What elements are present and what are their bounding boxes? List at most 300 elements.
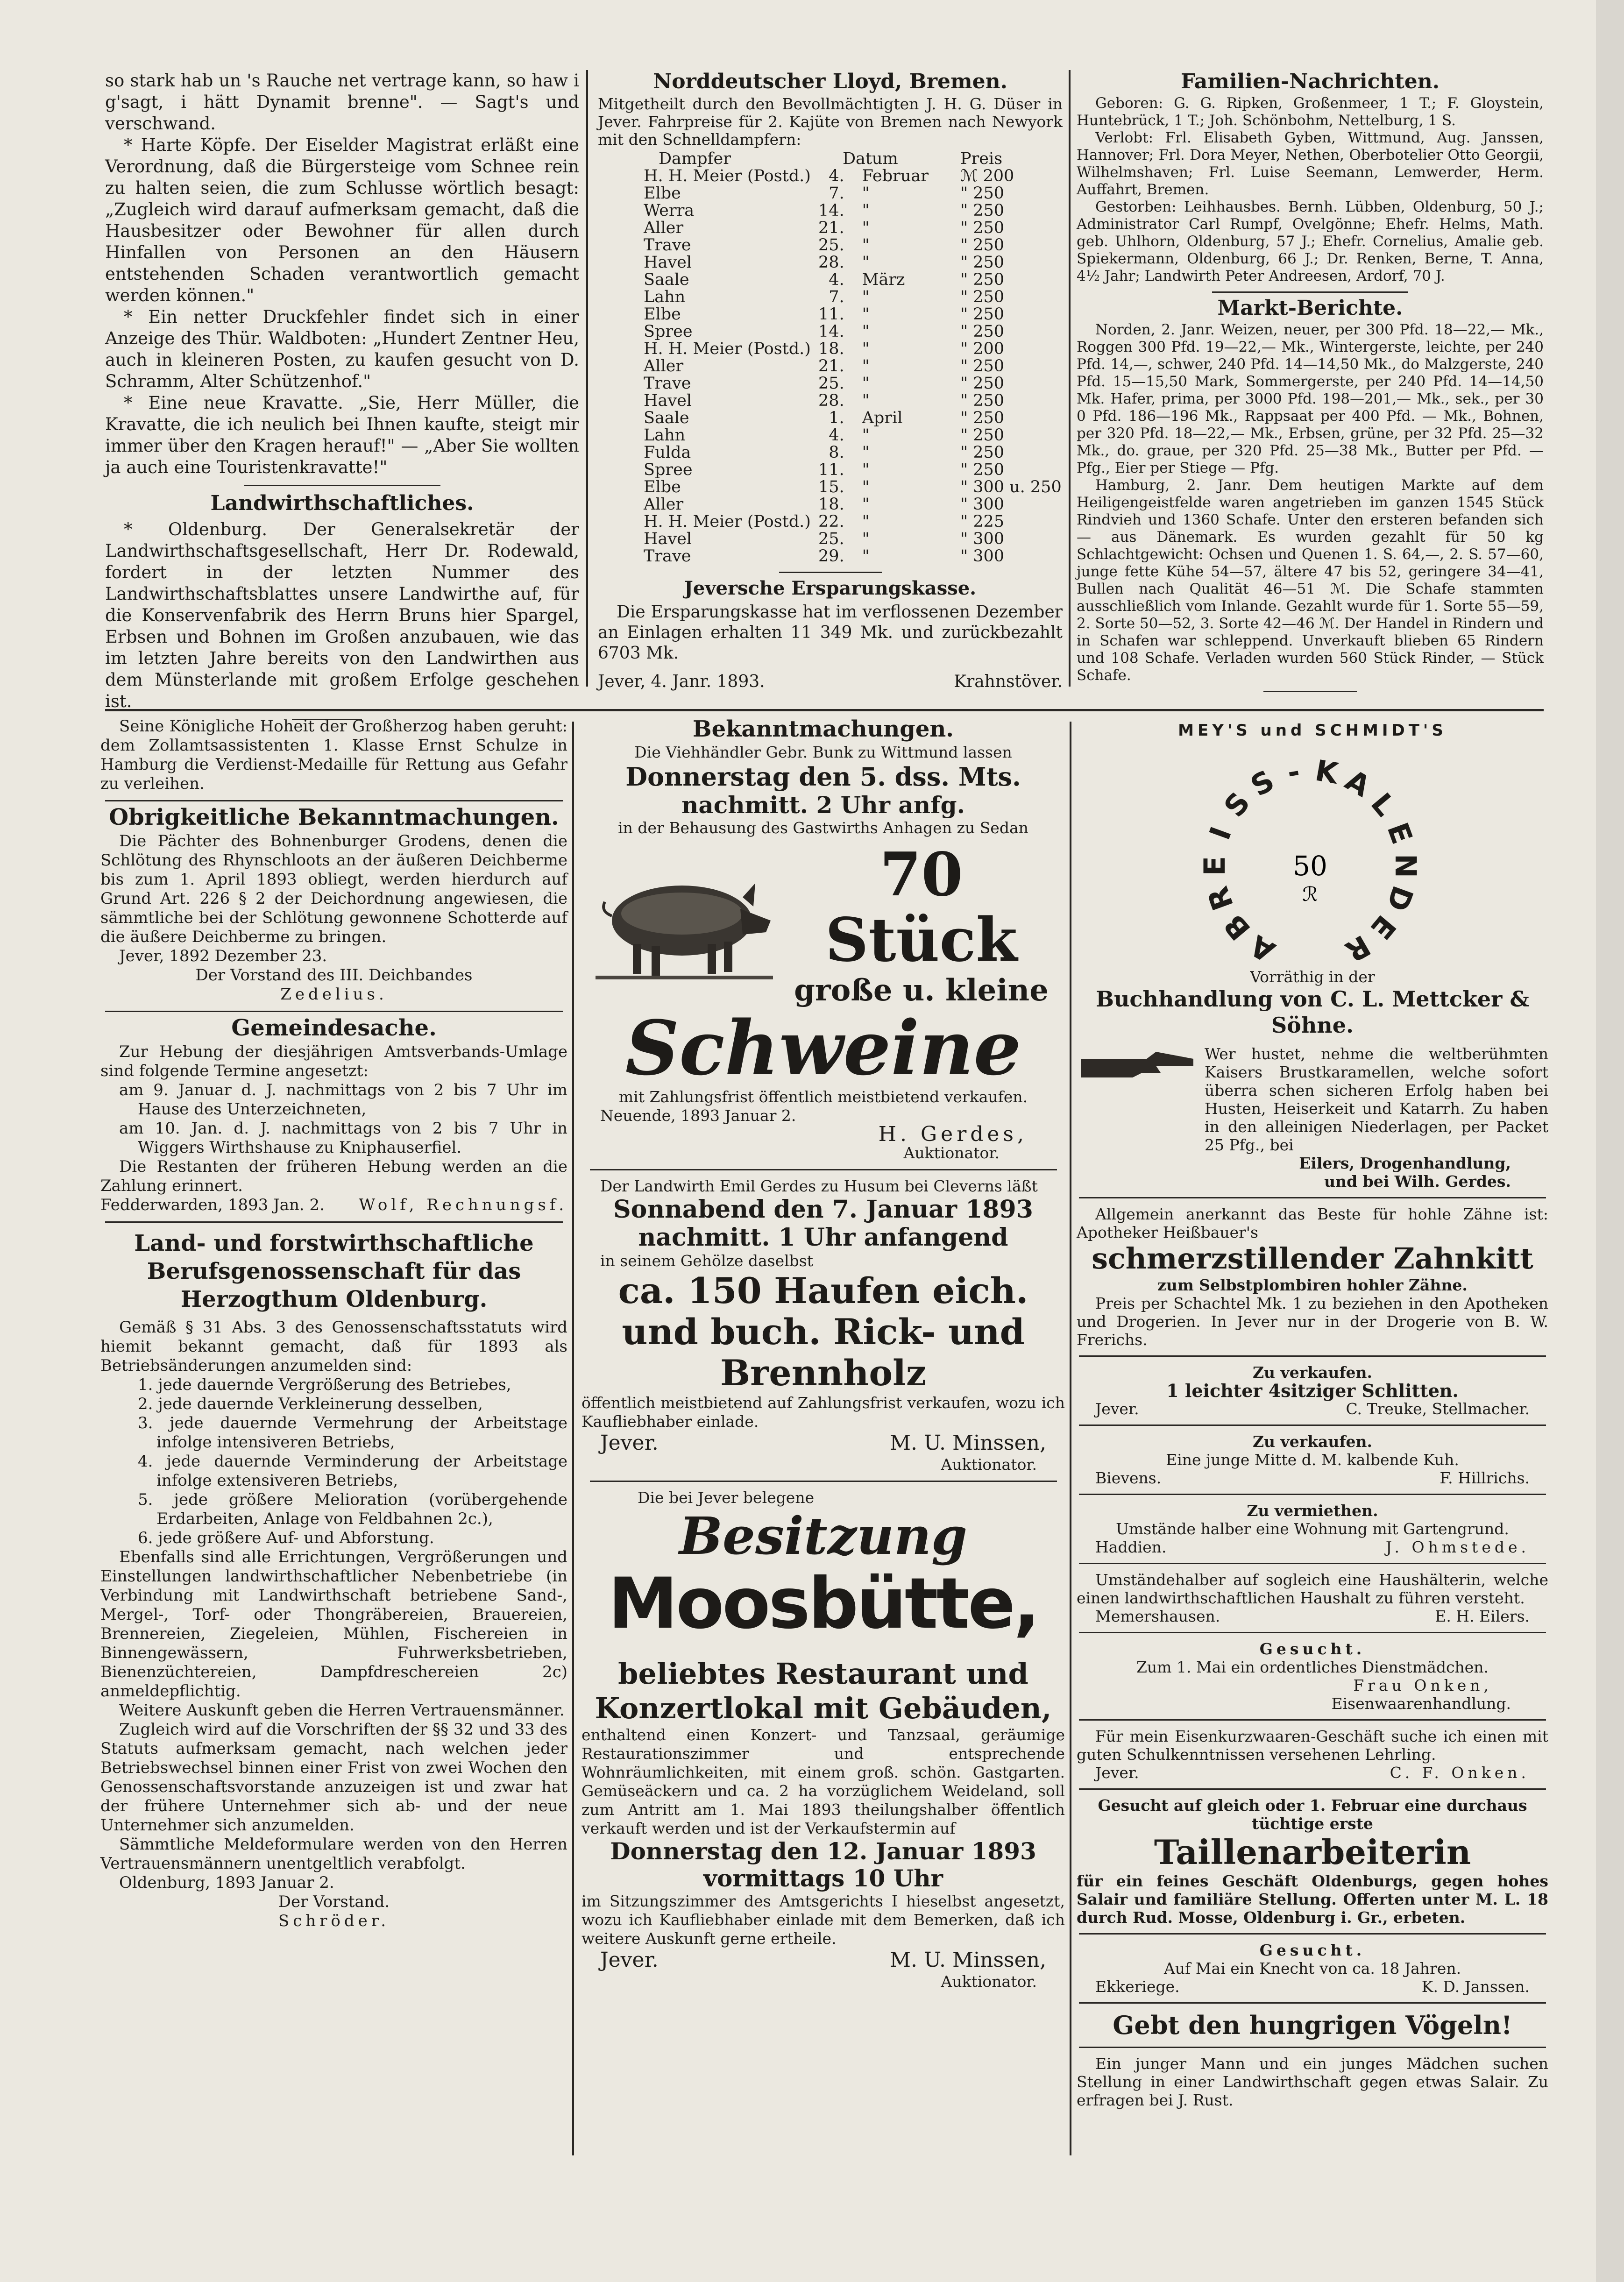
month-cell: " bbox=[862, 236, 870, 255]
table-row bbox=[640, 340, 1065, 358]
place-date: Fedderwarden, 1893 Jan. 2. bbox=[100, 1196, 325, 1214]
place-date: Neuende, 1893 Januar 2. bbox=[600, 1106, 796, 1125]
signature: Der Vorstand. bbox=[278, 1892, 390, 1911]
ad-line: 1 leichter 4sitziger Schlitten. bbox=[1166, 1380, 1459, 1401]
month-cell: " bbox=[862, 288, 870, 306]
pig-ad-block bbox=[582, 842, 1065, 1008]
text-paragraph: * Ein netter Druckfehler findet sich in einer Anzeige des Thür. Waldboten: „Hundert Zentner Heu, auch in kleineren Posten, zu kaufen gesucht von D. Schramm, Alter Schützenhof." bbox=[105, 307, 579, 391]
ad-line: Auf Mai ein Knecht von ca. 18 Jahren. bbox=[1163, 1959, 1461, 1977]
signature-role: Eisenwaarenhandlung. bbox=[1331, 1694, 1511, 1713]
price-cell: " 200 bbox=[960, 340, 1004, 358]
text-paragraph: Mitgetheilt durch den Bevollmächtigten J. H. G. Düser in Jever. Fahrpreise für 2. Kajüte von Bremen nach Newyork mit den Schnelldampfern: bbox=[598, 95, 1063, 149]
ad-headline: beliebtes Restaurant und bbox=[618, 1657, 1028, 1691]
signature-role: Auktionator. bbox=[941, 1455, 1037, 1474]
page-edge bbox=[1596, 0, 1624, 2282]
place: Jever. bbox=[1095, 1400, 1139, 1418]
ad-text: Umständehalber auf sogleich eine Haushälterin, welche einen landwirthschaftlichen Haushalt zu führen versteht. bbox=[1077, 1571, 1548, 1607]
day-cell: 18. bbox=[818, 495, 844, 514]
ship-cell: Saale bbox=[644, 409, 689, 427]
table-row bbox=[640, 185, 1065, 202]
price-cell: " 300 u. 250 bbox=[960, 478, 1062, 496]
text-paragraph: Zugleich wird auf die Vorschriften der §§ 32 und 33 des Statuts aufmerksam gemacht, nach welchen jeder Betriebswechsel binnen einer Frist von zwei Wochen den Genossenschaftsvorstande anzuzeigen ist und zwar hat der frühere Unternehmer sich ab- und der neue Unternehmer sich anzumelden. bbox=[100, 1720, 567, 1835]
signature-role: Auktionator. bbox=[903, 1144, 1000, 1162]
ad-line: Die Viehhändler Gebr. Bunk zu Wittmund lassen bbox=[634, 743, 1012, 761]
table-row bbox=[640, 254, 1065, 271]
section-heading: Landwirthschaftliches. bbox=[210, 491, 474, 515]
day-cell: 11. bbox=[818, 305, 844, 324]
ad-heading: Zu vermiethen. bbox=[1247, 1502, 1378, 1520]
divider bbox=[1079, 1494, 1546, 1495]
engagements: Verlobt: Frl. Elisabeth Gyben, Wittmund, Aug. Janssen, Hannover; Frl. Dora Meyer, Nethen, Oberbotelier Otto Georgii, Wilhelmshaven; Frl. Luise Seemann, Lemwerder, Herm. Auffahrt, Bremen. bbox=[1077, 129, 1544, 198]
calendar-letter: R bbox=[1200, 882, 1241, 915]
signature: M. U. Minssen, bbox=[889, 1948, 1046, 1972]
signature: F. Hillrichs. bbox=[1440, 1469, 1530, 1487]
header-cell: Preis bbox=[960, 149, 1003, 168]
signature: Zedelius. bbox=[280, 985, 388, 1004]
text-paragraph: * Oldenburg. Der Generalsekretär der Landwirthschaftsgesellschaft, Herr Dr. Rodewald, fordert in der letzten Nummer des Landwirthschaftsblattes unsere Landwirthe auf, für die Konservenfabrik des Herrn Bruns hier Spargel, Erbsen und Bohnen im Großen anzubauen, wie das im letzten Jahre bereits von den Landwirthen aus dem Münsterlande mit großem Erfolge geschehen ist. bbox=[105, 519, 579, 711]
calendar-letter: S bbox=[1217, 786, 1257, 824]
ad-line: Vorräthig in der bbox=[1250, 968, 1375, 986]
ship-cell: Havel bbox=[644, 253, 692, 272]
month-cell: April bbox=[862, 409, 903, 427]
place: Bievens. bbox=[1095, 1469, 1162, 1487]
signature-line bbox=[1077, 1607, 1548, 1625]
divider bbox=[779, 572, 882, 573]
signature: H. Gerdes, bbox=[878, 1122, 1028, 1146]
price-cell: " 300 bbox=[960, 495, 1004, 514]
place: Haddien. bbox=[1095, 1538, 1167, 1556]
ship-cell: H. H. Meier (Postd.) bbox=[644, 512, 811, 531]
ad-text: Preis per Schachtel Mk. 1 zu beziehen in den Apotheken und Drogerien. In Jever nur in der Drogerie von B. W. Frerichs. bbox=[1077, 1294, 1548, 1349]
price-cell: " 250 bbox=[960, 322, 1004, 341]
divider bbox=[1079, 1632, 1546, 1633]
divider bbox=[1263, 691, 1357, 692]
place: Memershausen. bbox=[1095, 1607, 1220, 1625]
ad-line: Eine junge Mitte d. M. kalbende Kuh. bbox=[1166, 1451, 1459, 1469]
month-cell: " bbox=[862, 201, 870, 220]
signature-line bbox=[1077, 1469, 1548, 1487]
ship-cell: Lahn bbox=[644, 288, 686, 306]
ad-headline: Buchhandlung von C. L. Mettcker & Söhne. bbox=[1096, 986, 1529, 1038]
ad-text: im Sitzungszimmer des Amtsgerichts I hieselbst angesetzt, wozu ich Kaufliebhaber einlade mit dem Bemerken, daß ich weitere Auskunft gerne ertheile. bbox=[582, 1892, 1065, 1948]
ship-cell: Spree bbox=[644, 322, 693, 341]
market-report-hamburg: Hamburg, 2. Janr. Dem heutigen Markte auf dem Heiligengeistfelde waren angetrieben im ganzen 1545 Stück Rindvieh und 1360 Schafe. Unter den ersteren befanden sich — aus Dänemark. Es wurden gezahlt für 50 kg Schlachtgewicht: Ochsen und Quenen 1. S. 64,—, 2. S. 57—60, junge fette Kühe 54—57, ältere 47 bis 52, geringere 34—41, Bullen nach Qualität 46—51 ℳ. Die Schafe stammten ausschließlich vom Inlande. Gezahlt wurde für 1. Sorte 55—59, 2. Sorte 50—52, 3. Sorte 42—46 ℳ. Der Handel in Rindern und in Schafen war schleppend. Unverkauft blieben 65 Rindern und 108 Schafe. Verladen wurden 560 Stück Rinder, — Stück Schafe. bbox=[1077, 477, 1544, 684]
deaths: Gestorben: Leihhausbes. Bernh. Lübben, Oldenburg, 50 J.; Administrator Carl Rumpf, Ovelgönne; Ehefr. Helms, Math. geb. Uhlhorn, Oldenburg, 57 J.; Ehefr. Cornelius, Amalie geb. Spiekermann, Oldenburg, 66 J.; Dr. Renken, Berne, T. Anna, 4½ Jahr; Landwirth Peter Andreesen, Ardorf, 70 J. bbox=[1077, 198, 1544, 284]
signature: C. Treuke, Stellmacher. bbox=[1346, 1400, 1530, 1418]
day-cell: 25. bbox=[818, 374, 844, 393]
ship-cell: Havel bbox=[644, 391, 692, 410]
pointing-hand-icon bbox=[1077, 1045, 1198, 1082]
column-rule bbox=[1069, 70, 1071, 687]
day-cell: 4. bbox=[829, 270, 844, 289]
lloyd-column bbox=[598, 70, 1063, 691]
table-row bbox=[640, 496, 1065, 513]
day-cell: 21. bbox=[818, 219, 844, 237]
calendar-prefix: ℛ bbox=[1302, 883, 1318, 906]
column-rule bbox=[586, 70, 588, 687]
month-cell: " bbox=[862, 391, 870, 410]
ship-cell: Havel bbox=[644, 530, 692, 548]
calendar-letter: S bbox=[1245, 763, 1280, 803]
ad-headline: Schweine bbox=[625, 1004, 1021, 1092]
day-cell: 28. bbox=[818, 253, 844, 272]
ad-time: nachmitt. 2 Uhr anfg. bbox=[681, 791, 965, 819]
day-cell: 14. bbox=[818, 201, 844, 220]
month-cell: " bbox=[862, 547, 870, 566]
table-row bbox=[640, 237, 1065, 254]
price-cell: " 250 bbox=[960, 374, 1004, 393]
ship-cell: Elbe bbox=[644, 305, 681, 324]
ad-date: Sonnabend den 7. Januar 1893 bbox=[613, 1195, 1033, 1224]
section-heading: Gemeindesache. bbox=[231, 1015, 437, 1041]
place-date: Oldenburg, 1893 Januar 2. bbox=[119, 1873, 334, 1892]
signature-line bbox=[582, 1948, 1065, 1972]
ad-text: für ein feines Geschäft Oldenburgs, gegen hohes Salair und familiäre Stellung. Offerten unter M. L. 18 durch Rud. Mosse, Oldenburg i. Gr., erbeten. bbox=[1077, 1872, 1548, 1927]
price-cell: " 250 bbox=[960, 253, 1004, 272]
ad-text: Für mein Eisenkurzwaaren-Geschäft suche ich einen mit guten Schulkenntnissen versehenen Lehrling. bbox=[1077, 1727, 1548, 1764]
ad-line: und bei Wilh. Gerdes. bbox=[1324, 1172, 1511, 1191]
pig-illustration bbox=[582, 865, 778, 986]
table-row bbox=[640, 479, 1065, 496]
table-row bbox=[640, 392, 1065, 410]
ad-line: Eilers, Drogenhandlung, bbox=[1299, 1154, 1511, 1172]
price-cell: " 250 bbox=[960, 270, 1004, 289]
ad-text: Wer hustet, nehme die weltberühmten Kaisers Brustkaramellen, welche sofort überra schen sicheren Erfolg haben bei Husten, Heiserkeit und Katarrh. Zu haben in den alleinigen Niederlagen, per Packet 25 Pfg., bei bbox=[1205, 1045, 1548, 1154]
month-cell: Februar bbox=[862, 167, 929, 185]
ad-text: enthaltend einen Konzert- und Tanzsaal, geräumige Restaurationszimmer und entsprechende Wohnräumlichkeiten, mit einem groß. schön. Gastgarten. Gemüseäckern und ca. 2 ha vorzüglichem Weideland, soll zum Antritt am 1. Mai 1893 theilungshalber öffentlich verkauft werden und ist der Verkaufstermin auf bbox=[582, 1726, 1065, 1837]
ad-heading: Zu verkaufen. bbox=[1252, 1432, 1373, 1451]
signature: Der Vorstand des III. Deichbandes bbox=[195, 966, 473, 985]
ad-headline: Taillenarbeiterin bbox=[1154, 1832, 1471, 1872]
table-row bbox=[640, 220, 1065, 237]
list-item: 4. jede dauernde Verminderung der Arbeitstage infolge extensiveren Betriebs, bbox=[138, 1452, 567, 1490]
month-cell: " bbox=[862, 495, 870, 514]
place-date: Jever, 1892 Dezember 23. bbox=[119, 947, 327, 965]
top-left-column bbox=[105, 70, 579, 727]
ship-cell: Fulda bbox=[644, 443, 691, 462]
ad-headline: Konzertlokal mit Gebäuden, bbox=[595, 1691, 1052, 1725]
text-paragraph: Gemäß § 31 Abs. 3 des Genossenschaftsstatuts wird hiemit bekannt gemacht, daß für 1893 als Betriebsänderungen anzumelden sind: bbox=[100, 1318, 567, 1375]
divider bbox=[590, 1169, 1057, 1170]
price-cell: " 250 bbox=[960, 461, 1004, 479]
day-cell: 7. bbox=[829, 184, 844, 203]
divider bbox=[1079, 1719, 1546, 1721]
husten-ad bbox=[1077, 1045, 1548, 1154]
family-column bbox=[1077, 70, 1544, 699]
ad-heading: Gesucht. bbox=[1259, 1640, 1366, 1658]
month-cell: " bbox=[862, 184, 870, 203]
ad-time: vormittags 10 Uhr bbox=[703, 1864, 943, 1892]
price-cell: " 250 bbox=[960, 184, 1004, 203]
table-row bbox=[640, 358, 1065, 375]
ad-headline: 70 Stück bbox=[825, 840, 1018, 975]
signature-line bbox=[1077, 1400, 1548, 1418]
ad-text: Ein junger Mann und ein junges Mädchen suchen Stellung in einer Landwirthschaft gegen etwas Salair. Zu erfragen bei J. Rust. bbox=[1077, 2055, 1548, 2109]
ad-line: Gesucht auf gleich oder 1. Februar eine durchaus tüchtige erste bbox=[1098, 1796, 1527, 1833]
price-cell: " 250 bbox=[960, 305, 1004, 324]
ship-cell: H. H. Meier (Postd.) bbox=[644, 340, 811, 358]
calendar-letter: N bbox=[1388, 854, 1423, 878]
divider bbox=[1079, 1355, 1546, 1357]
day-cell: 8. bbox=[829, 443, 844, 462]
text-paragraph: Zur Hebung der diesjährigen Amtsverbands-Umlage sind folgende Termine angesetzt: bbox=[100, 1042, 567, 1080]
table-row bbox=[640, 410, 1065, 427]
signature-line bbox=[598, 673, 1063, 691]
signature-line bbox=[1077, 1538, 1548, 1556]
ad-date: Donnerstag den 12. Januar 1893 bbox=[610, 1837, 1036, 1865]
text-paragraph: Weitere Auskunft geben die Herren Vertrauensmänner. bbox=[119, 1701, 565, 1720]
price-cell: " 250 bbox=[960, 426, 1004, 445]
day-cell: 4. bbox=[829, 426, 844, 445]
ad-headline: Brennholz bbox=[720, 1352, 927, 1394]
price-cell: " 250 bbox=[960, 391, 1004, 410]
day-cell: 21. bbox=[818, 357, 844, 376]
month-cell: " bbox=[862, 374, 870, 393]
signature-line bbox=[1077, 1764, 1548, 1782]
ad-headline: schmerzstillender Zahnkitt bbox=[1092, 1241, 1533, 1276]
ship-cell: Aller bbox=[644, 495, 684, 514]
calendar-letter: R bbox=[1340, 928, 1376, 964]
table-header bbox=[640, 150, 1065, 168]
divider bbox=[105, 1011, 563, 1012]
column-rule bbox=[1070, 722, 1071, 2155]
table-row bbox=[640, 548, 1065, 565]
day-cell: 18. bbox=[818, 340, 844, 358]
month-cell: " bbox=[862, 357, 870, 376]
lower-left-column bbox=[100, 717, 567, 1931]
text-paragraph: Die Pächter des Bohnenburger Grodens, denen die Schlötung des Rhynschloots an der äußeren Deichberme bis zum 1. April 1893 obliegt, werden hierdurch auf Grund Art. 226 § 2 der Deichordnung angewiesen, die sämmtliche bei der Schlötung gewonnene Schotterde auf die äußere Deichberme zu bringen. bbox=[100, 832, 567, 946]
ad-line: mit Zahlungsfrist öffentlich meistbietend verkaufen. bbox=[618, 1088, 1028, 1106]
calendar-letter: E bbox=[1380, 818, 1419, 849]
ship-cell: Elbe bbox=[644, 478, 681, 496]
section-heading: Obrigkeitliche Bekanntmachungen. bbox=[109, 804, 559, 830]
section-heading: Bekanntmachungen. bbox=[693, 716, 954, 742]
header-cell: Datum bbox=[842, 149, 898, 168]
day-cell: 11. bbox=[818, 461, 844, 479]
list-item: 2. jede dauernde Verkleinerung desselben, bbox=[138, 1395, 483, 1413]
signature-role: Auktionator. bbox=[941, 1972, 1037, 1991]
day-cell: 1. bbox=[829, 409, 844, 427]
text-paragraph: so stark hab un 's Rauche net vertrage kann, so haw i g'sagt, i hätt Dynamit brenne". — Sagt's und verschwand. bbox=[105, 71, 579, 134]
divider bbox=[1079, 1424, 1546, 1426]
lower-middle-column bbox=[582, 717, 1065, 1991]
divider bbox=[590, 1481, 1057, 1482]
month-cell: " bbox=[862, 253, 870, 272]
divider bbox=[1079, 1197, 1546, 1198]
month-cell: " bbox=[862, 530, 870, 548]
table-row bbox=[640, 444, 1065, 461]
ad-line: zum Selbstplombiren hohler Zähne. bbox=[1157, 1276, 1468, 1294]
table-row bbox=[640, 168, 1065, 185]
divider bbox=[1079, 1788, 1546, 1790]
table-row bbox=[640, 375, 1065, 392]
ad-heading: Zu verkaufen. bbox=[1252, 1363, 1373, 1382]
table-row bbox=[640, 289, 1065, 306]
ship-cell: Trave bbox=[644, 374, 691, 393]
ship-cell: Saale bbox=[644, 270, 689, 289]
price-cell: " 250 bbox=[960, 443, 1004, 462]
place: Jever. bbox=[1095, 1764, 1139, 1782]
ad-text: Allgemein anerkannt das Beste für hohle Zähne ist: Apotheker Heißbauer's bbox=[1077, 1205, 1548, 1241]
table-row bbox=[640, 306, 1065, 323]
price-cell: ℳ 200 bbox=[960, 167, 1014, 185]
column-rule bbox=[572, 722, 574, 2155]
day-cell: 22. bbox=[818, 512, 844, 531]
divider bbox=[1079, 2047, 1546, 2048]
price-cell: " 300 bbox=[960, 530, 1004, 548]
table-row bbox=[640, 461, 1065, 479]
ad-headline: und buch. Rick- und bbox=[622, 1311, 1025, 1353]
month-cell: " bbox=[862, 322, 870, 341]
divider bbox=[105, 1221, 563, 1223]
price-cell: " 250 bbox=[960, 236, 1004, 255]
price-cell: " 250 bbox=[960, 219, 1004, 237]
calendar-letter: E bbox=[1364, 908, 1403, 946]
text-paragraph: am 9. Januar d. J. nachmittags von 2 bis 7 Uhr im Hause des Unterzeichneten, bbox=[119, 1081, 567, 1119]
calendar-logo bbox=[1077, 740, 1544, 964]
signature: C. F. Onken. bbox=[1390, 1764, 1530, 1782]
divider bbox=[1079, 1563, 1546, 1564]
text-paragraph: Die Ersparungskasse hat im verflossenen Dezember an Einlagen erhalten 11 349 Mk. und zurückbezahlt 6703 Mk. bbox=[598, 602, 1063, 663]
section-heading: Norddeutscher Lloyd, Bremen. bbox=[653, 70, 1007, 93]
month-cell: " bbox=[862, 512, 870, 531]
signature-line bbox=[1077, 1977, 1548, 1996]
calendar-letter: - bbox=[1284, 754, 1303, 790]
table-row bbox=[640, 531, 1065, 548]
month-cell: " bbox=[862, 478, 870, 496]
list-item: 5. jede größere Melioration (vorübergehende Erdarbeiten, Anlage von Feldbahnen 2c.), bbox=[138, 1490, 567, 1528]
ad-line: Der Landwirth Emil Gerdes zu Husum bei Cleverns läßt bbox=[600, 1177, 1038, 1195]
signature: Wolf, Rechnungsf. bbox=[359, 1196, 567, 1214]
day-cell: 15. bbox=[818, 478, 844, 496]
day-cell: 25. bbox=[818, 530, 844, 548]
births: Geboren: G. G. Ripken, Großenmeer, 1 T.; F. Gloystein, Huntebrück, 1 T.; Joh. Schönbohm, Nettelburg, 1 S. bbox=[1077, 95, 1544, 129]
list bbox=[100, 1375, 567, 1548]
ad-line: in seinem Gehölze daselbst bbox=[600, 1252, 813, 1270]
signature: Frau Onken, bbox=[1353, 1676, 1492, 1694]
lower-right-column bbox=[1077, 722, 1548, 2109]
text-paragraph: * Eine neue Kravatte. „Sie, Herr Müller, die Kravatte, die ich neulich bei Ihnen kaufte, steigt mir immer über den Kragen herauf!" — „Aber Sie wollten ja auch eine Touristenkravatte!" bbox=[105, 393, 579, 477]
price-cell: " 250 bbox=[960, 288, 1004, 306]
divider bbox=[1079, 2002, 1546, 2004]
price-cell: " 300 bbox=[960, 547, 1004, 566]
place: Ekkeriege. bbox=[1095, 1977, 1180, 1996]
calendar-letter: B bbox=[1217, 907, 1257, 947]
calendar-letter: I bbox=[1202, 822, 1239, 844]
ad-title: MEY'S und SCHMIDT'S bbox=[1178, 721, 1447, 740]
ship-cell: Trave bbox=[644, 547, 691, 566]
day-cell: 29. bbox=[818, 547, 844, 566]
day-cell: 14. bbox=[818, 322, 844, 341]
place: Jever. bbox=[600, 1948, 659, 1972]
signature-line bbox=[582, 1431, 1065, 1455]
signature: E. H. Eilers. bbox=[1435, 1607, 1530, 1625]
month-cell: " bbox=[862, 305, 870, 324]
ship-cell: H. H. Meier (Postd.) bbox=[644, 167, 811, 185]
text-paragraph: Die Restanten der früheren Hebung werden an die Zahlung erinnert. bbox=[100, 1157, 567, 1195]
signature: Krahnstöver. bbox=[954, 672, 1063, 691]
ad-headline: Gebt den hungrigen Vögeln! bbox=[1113, 2010, 1512, 2040]
price-cell: " 225 bbox=[960, 512, 1004, 531]
month-cell: " bbox=[862, 461, 870, 479]
month-cell: März bbox=[862, 270, 905, 289]
header-cell: Dampfer bbox=[659, 149, 731, 168]
calendar-letter: A bbox=[1244, 928, 1281, 964]
calendar-letter: D bbox=[1379, 881, 1420, 916]
royal-notice: Seine Königliche Hoheit der Großherzog haben geruht: dem Zollamtsassistenten 1. Klasse Ernst Schulze in Hamburg die Verdienst-Medaille für Rettung aus Gefahr zu verleihen. bbox=[100, 717, 567, 793]
ship-cell: Elbe bbox=[644, 184, 681, 203]
day-cell: 28. bbox=[818, 391, 844, 410]
place-date: Jever, 4. Janr. 1893. bbox=[598, 672, 765, 691]
ad-line: Umstände halber eine Wohnung mit Gartengrund. bbox=[1116, 1520, 1509, 1538]
signature: J. Ohmstede. bbox=[1385, 1538, 1530, 1556]
calendar-letter: E bbox=[1198, 856, 1232, 876]
divider bbox=[1212, 291, 1408, 293]
ship-cell: Spree bbox=[644, 461, 693, 479]
sailing-table bbox=[640, 150, 1065, 565]
section-heading: Markt-Berichte. bbox=[1217, 296, 1403, 320]
place: Jever. bbox=[600, 1431, 659, 1455]
table-row bbox=[640, 427, 1065, 444]
section-heading: Land- und forstwirthschaftliche Berufsgenossenschaft für das Herzogthum Oldenburg. bbox=[134, 1230, 534, 1312]
divider bbox=[1079, 1933, 1546, 1935]
ad-headline: Besitzung bbox=[679, 1506, 967, 1566]
ad-line: öffentlich meistbietend auf Zahlungsfrist verkaufen, wozu ich Kaufliebhaber einlade. bbox=[582, 1394, 1065, 1431]
day-cell: 4. bbox=[829, 167, 844, 185]
section-heading: Familien-Nachrichten. bbox=[1180, 70, 1440, 93]
calendar-number: 50 bbox=[1293, 850, 1327, 882]
list-item: 1. jede dauernde Vergrößerung des Betriebes, bbox=[138, 1375, 511, 1394]
market-report-norden: Norden, 2. Janr. Weizen, neuer, per 300 Pfd. 18—22,— Mk., Roggen 300 Pfd. 19—22,— Mk., Wintergerste, leichte, per 240 Pfd. 14,—, schwer, 240 Pfd. 14—14,50 Mk., do Malzgerste, 240 Pfd. 15—15,50 Mark, Sommergerste, per 240 Pfd. 14—14,50 Mk. Hafer, prima, per 3000 Pfd. 198—201,— Mk., sek., per 30 0 Pfd. 186—196 Mk., Rappsaat per 400 Pfd. — Mk., Bohnen, per 320 Pfd. 18—22,— Mk., Erbsen, grüne, per 32 Pfd. 25—32 Mk., do. graue, per 320 Pfd. 25—38 Mk., Butter per Pfd. — Pfg., Eier per Stiege — Pfg. bbox=[1077, 321, 1544, 476]
ship-cell: Trave bbox=[644, 236, 691, 255]
divider bbox=[105, 800, 563, 801]
ad-time: nachmitt. 1 Uhr anfangend bbox=[638, 1223, 1008, 1252]
table-row bbox=[640, 271, 1065, 289]
table-row bbox=[640, 202, 1065, 220]
ship-cell: Aller bbox=[644, 357, 684, 376]
list-item: 6. jede größere Auf- und Abforstung. bbox=[138, 1529, 434, 1547]
ad-line: Die bei Jever belegene bbox=[638, 1488, 815, 1507]
calendar-letter: A bbox=[1340, 763, 1376, 804]
calendar-letter: L bbox=[1364, 787, 1403, 823]
signature: M. U. Minssen, bbox=[889, 1431, 1046, 1455]
ad-line: in der Behausung des Gastwirths Anhagen zu Sedan bbox=[618, 819, 1028, 837]
ad-headline: Moosbütte, bbox=[608, 1563, 1038, 1644]
text-paragraph: Sämmtliche Meldeformulare werden von den Herren Vertrauensmännern unentgeltlich verabfolgt. bbox=[100, 1835, 567, 1873]
ship-cell: Aller bbox=[644, 219, 684, 237]
ad-date: Donnerstag den 5. dss. Mts. bbox=[625, 762, 1021, 792]
day-cell: 7. bbox=[829, 288, 844, 306]
text-paragraph: am 10. Jan. d. J. nachmittags von 2 bis 7 Uhr in Wiggers Wirthshause zu Kniphauserfiel. bbox=[119, 1119, 567, 1157]
divider bbox=[244, 485, 440, 486]
ad-headline: große u. kleine bbox=[794, 973, 1049, 1008]
calendar-letter: K bbox=[1312, 753, 1341, 791]
month-cell: " bbox=[862, 426, 870, 445]
ad-heading: Gesucht. bbox=[1259, 1941, 1366, 1959]
price-cell: " 250 bbox=[960, 409, 1004, 427]
signature-line bbox=[100, 1196, 567, 1215]
table-row bbox=[640, 513, 1065, 531]
ship-cell: Werra bbox=[644, 201, 695, 220]
day-cell: 25. bbox=[818, 236, 844, 255]
ad-headline: ca. 150 Haufen eich. bbox=[618, 1270, 1028, 1311]
table-row bbox=[640, 323, 1065, 340]
month-cell: " bbox=[862, 340, 870, 358]
price-cell: " 250 bbox=[960, 201, 1004, 220]
ship-cell: Lahn bbox=[644, 426, 686, 445]
signature: K. D. Janssen. bbox=[1421, 1977, 1530, 1996]
list-item: 3. jede dauernde Vermehrung der Arbeitstage infolge intensiveren Betriebs, bbox=[138, 1414, 567, 1452]
